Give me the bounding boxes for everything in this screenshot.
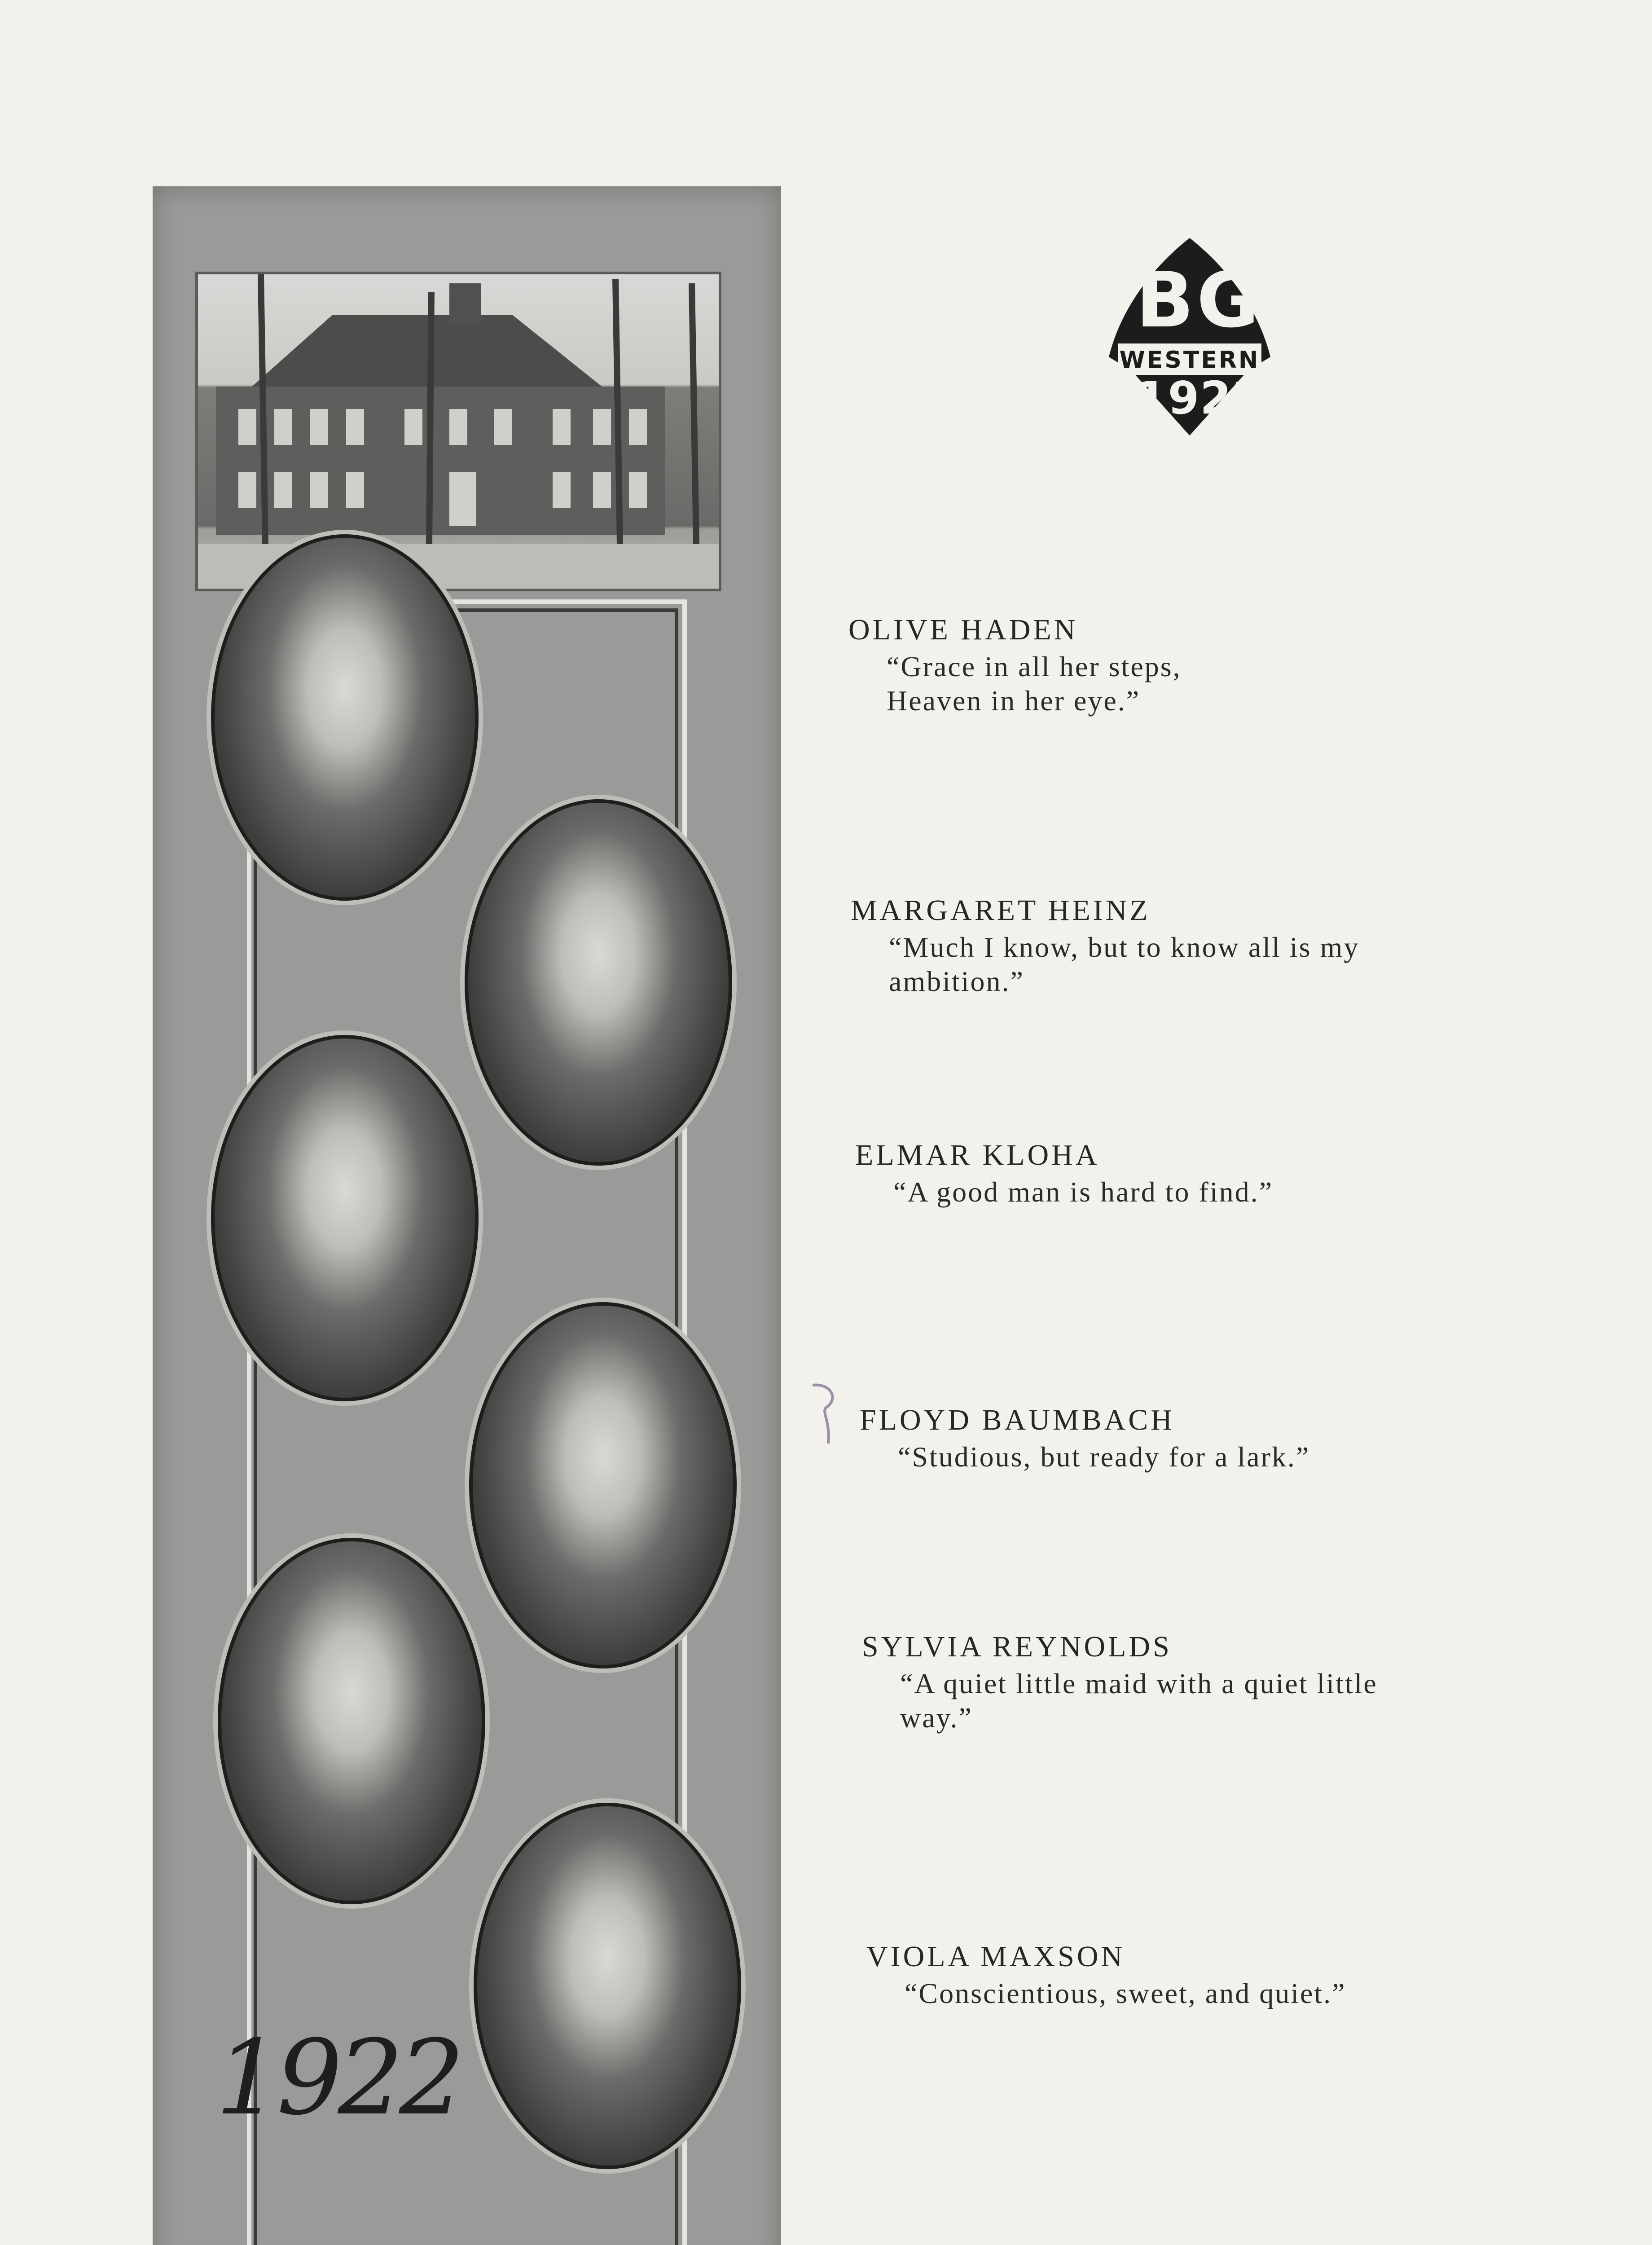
logo-year: 1922 <box>1136 372 1265 424</box>
entry-quote-line-1: “Studious, but ready for a lark.” <box>898 1441 1310 1473</box>
school-building-photo <box>195 272 721 591</box>
entry-quote-line-1: “Conscientious, sweet, and quiet.” <box>905 1977 1346 2009</box>
entry-elmar-kloha <box>855 1138 1273 1209</box>
entry-name: MARGARET HEINZ <box>851 894 1151 927</box>
portrait-olive-haden <box>211 534 479 901</box>
entry-margaret-heinz <box>851 894 1359 999</box>
entry-name: OLIVE HADEN <box>848 613 1078 646</box>
logo-letters: BG <box>1136 256 1262 345</box>
entry-name: ELMAR KLOHA <box>855 1139 1100 1171</box>
building-illustration <box>198 274 719 589</box>
photo-panel <box>153 186 781 2245</box>
entry-olive-haden <box>848 613 1182 718</box>
entry-quote-line-1: “Grace in all her steps, <box>887 651 1182 682</box>
entry-quote-line-2: way.” <box>900 1702 973 1734</box>
entry-quote-line-1: “Much I know, but to know all is my <box>889 931 1360 963</box>
logo-school: WESTERN <box>1119 347 1260 374</box>
entry-name: SYLVIA REYNOLDS <box>862 1630 1172 1663</box>
portrait-viola-maxson <box>474 1803 741 2169</box>
entry-name: FLOYD BAUMBACH <box>860 1404 1175 1436</box>
portrait-sylvia-reynolds <box>218 1538 485 1904</box>
entry-name: VIOLA MAXSON <box>866 1940 1125 1973</box>
entry-quote-line-1: “A good man is hard to find.” <box>893 1176 1273 1208</box>
portrait-elmar-kloha <box>211 1035 479 1401</box>
entry-quote-line-2: Heaven in her eye.” <box>887 685 1141 717</box>
entry-viola-maxson <box>866 1940 1346 2011</box>
entry-quote-line-2: ambition.” <box>889 965 1024 997</box>
entry-quote-line-1: “A quiet little maid with a quiet little <box>900 1668 1378 1699</box>
portrait-floyd-baumbach <box>469 1302 737 1668</box>
entry-sylvia-reynolds <box>862 1630 1378 1735</box>
panel-year: 1922 <box>215 2018 461 2138</box>
portrait-margaret-heinz <box>465 799 732 1166</box>
pencil-check-mark <box>804 1381 844 1448</box>
entry-floyd-baumbach <box>860 1403 1310 1474</box>
